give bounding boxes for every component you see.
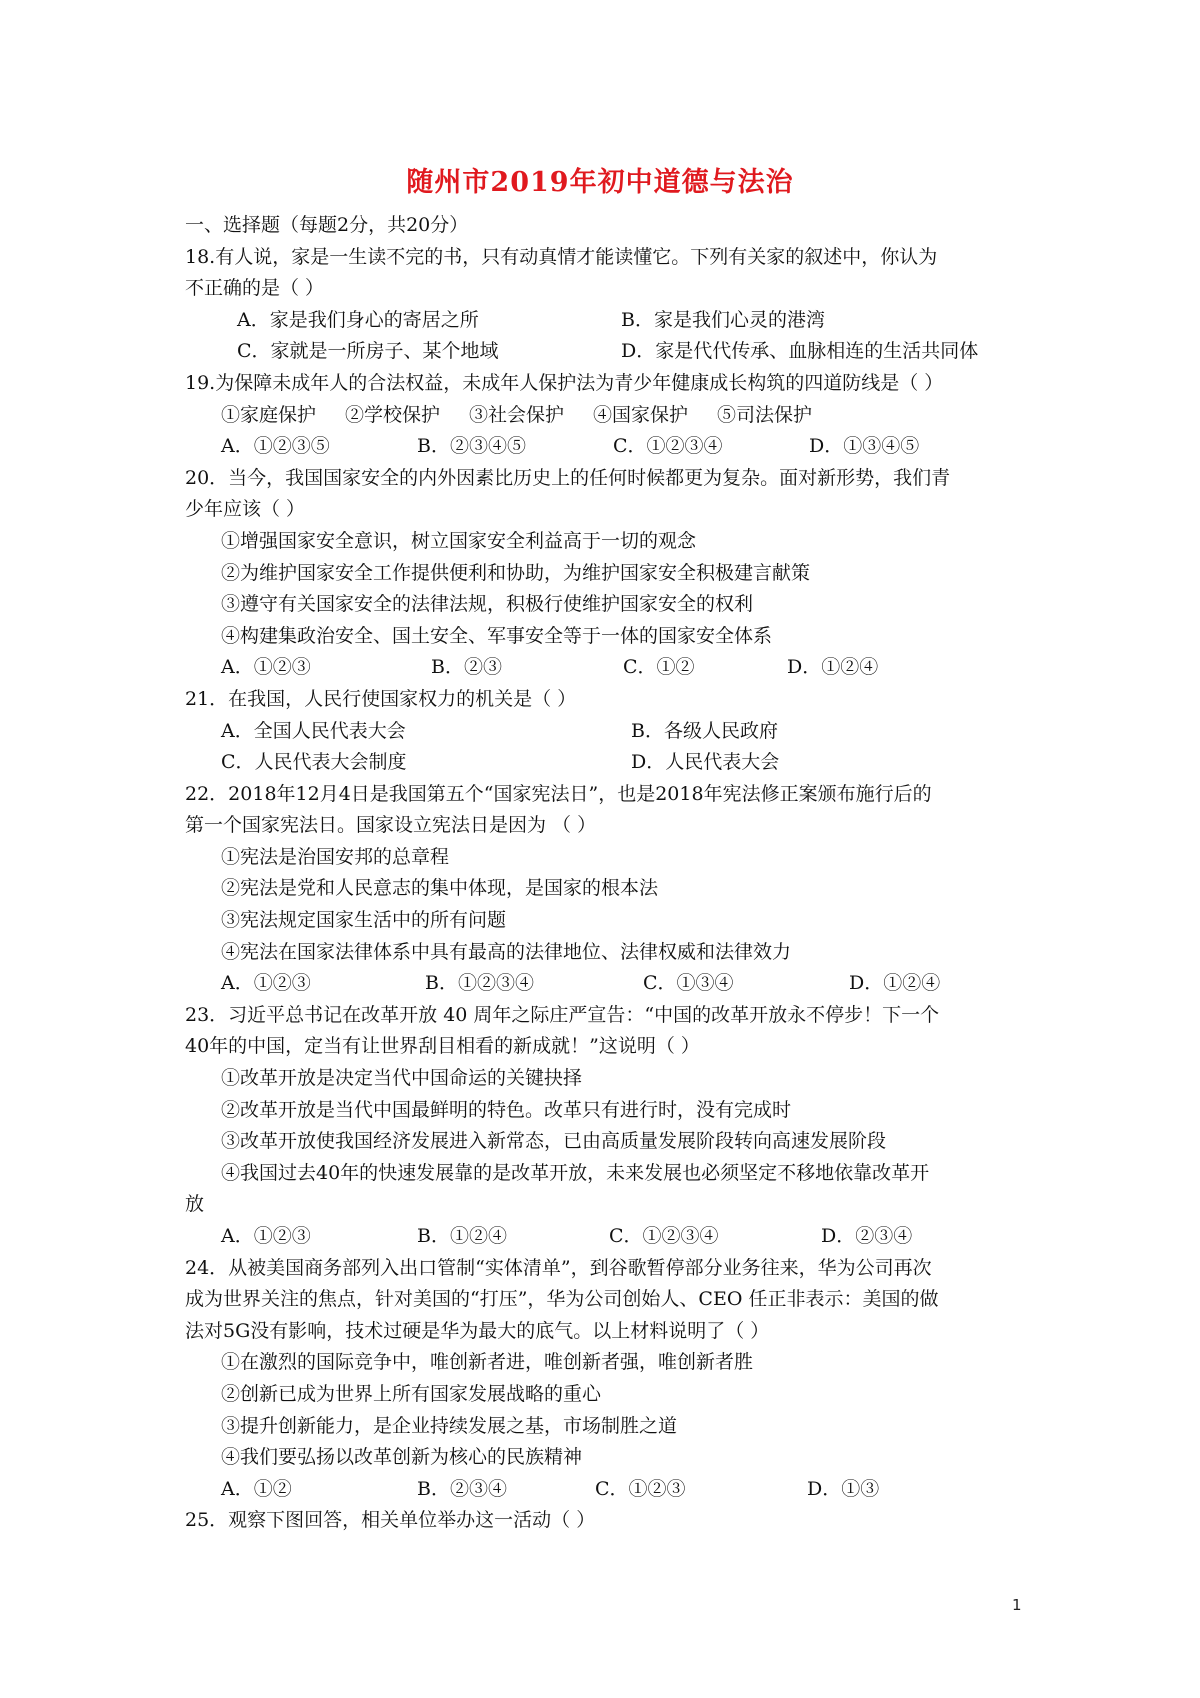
- q18-stem-line2: 不正确的是（ ）: [185, 277, 325, 300]
- q19-item-1: ①家庭保护: [221, 403, 317, 426]
- q21-option-a: A．全国人民代表大会: [221, 719, 406, 742]
- q22-item-3: ③宪法规定国家生活中的所有问题: [221, 909, 507, 932]
- q24-option-a: A．①②: [221, 1477, 292, 1500]
- q23-stem-line1: 23．习近平总书记在改革开放 40 周年之际庄严宣告：“中国的改革开放永不停步！下一个: [185, 1003, 940, 1026]
- q19-option-c: C．①②③④: [613, 435, 723, 458]
- q22-option-c: C．①③④: [643, 972, 734, 995]
- q21-options-ab: [185, 716, 1025, 748]
- q21-option-d: D．人民代表大会: [631, 751, 780, 774]
- q24-option-c: C．①②③: [595, 1477, 686, 1500]
- q22-option-d: D．①②④: [849, 972, 941, 995]
- q19-items: [185, 400, 1025, 432]
- q21-stem: 21．在我国，人民行使国家权力的机关是（ ）: [185, 687, 577, 710]
- q20-option-b: B．②③: [431, 656, 502, 679]
- q21-option-b: B．各级人民政府: [631, 719, 778, 742]
- q24-option-d: D．①③: [807, 1477, 880, 1500]
- q19-item-4: ④国家保护: [593, 403, 689, 426]
- q21-option-c: C．人民代表大会制度: [221, 751, 407, 774]
- q24-stem-line1: 24．从被美国商务部列入出口管制“实体清单”，到谷歌暂停部分业务往来，华为公司再次: [185, 1256, 932, 1279]
- q22-item-4: ④宪法在国家法律体系中具有最高的法律地位、法律权威和法律效力: [221, 940, 792, 963]
- q24-stem-line3: 法对5G没有影响，技术过硬是华为最大的底气。以上材料说明了（ ）: [185, 1319, 770, 1342]
- q20-item-2: ②为维护国家安全工作提供便利和协助，为维护国家安全积极建言献策: [221, 561, 811, 584]
- q22-stem-line1: 22．2018年12月4日是我国第五个“国家宪法日”，也是2018年宪法修正案颁布施行后的: [185, 782, 932, 805]
- q25-stem: 25．观察下图回答，相关单位举办这一活动（ ）: [185, 1509, 596, 1532]
- q22-stem-line2: 第一个国家宪法日。国家设立宪法日是因为 （ ）: [185, 814, 597, 837]
- section-heading: 一、选择题（每题2分，共20分）: [185, 214, 469, 236]
- q22-item-1: ①宪法是治国安邦的总章程: [221, 845, 450, 868]
- q18-stem-line1: 18.有人说，家是一生读不完的书，只有动真情才能读懂它。下列有关家的叙述中，你认为: [185, 245, 938, 268]
- q18-options-ab: [185, 305, 1025, 337]
- q23-option-c: C．①②③④: [609, 1225, 719, 1247]
- q23-stem-line2: 40年的中国，定当有让世界刮目相看的新成就！”这说明（ ）: [185, 1035, 700, 1058]
- q21-options-cd: [185, 747, 1025, 779]
- q19-item-2: ②学校保护: [345, 403, 441, 426]
- q23-item-1: ①改革开放是决定当代中国命运的关键抉择: [221, 1067, 583, 1090]
- q18-options-cd: [185, 336, 1025, 368]
- q23-options: [185, 1221, 1025, 1253]
- q22-item-2: ②宪法是党和人民意志的集中体现，是国家的根本法: [221, 877, 659, 900]
- q23-option-a: A．①②③: [221, 1225, 311, 1247]
- q23-item-4: ④我国过去40年的快速发展靠的是改革开放，未来发展也必须坚定不移地依靠改革开: [221, 1161, 930, 1184]
- q23-item-4-cont: 放: [185, 1193, 205, 1216]
- q22-option-b: B．①②③④: [425, 972, 534, 995]
- q18-option-a: A．家是我们身心的寄居之所: [237, 308, 479, 331]
- q24-option-b: B．②③④: [417, 1477, 507, 1500]
- q24-stem-line2: 成为世界关注的焦点，针对美国的“打压”，华为公司创始人、CEO 任正非表示：美国的做: [185, 1288, 939, 1311]
- q22-option-a: A．①②③: [221, 972, 311, 995]
- q20-item-1: ①增强国家安全意识，树立国家安全利益高于一切的观念: [221, 529, 697, 552]
- q23-item-2: ②改革开放是当代中国最鲜明的特色。改革只有进行时，没有完成时: [221, 1098, 792, 1121]
- q24-item-1: ①在激烈的国际竞争中，唯创新者进，唯创新者强，唯创新者胜: [221, 1351, 754, 1374]
- q20-option-a: A．①②③: [221, 656, 311, 679]
- q20-item-4: ④构建集政治安全、国土安全、军事安全等于一体的国家安全体系: [221, 624, 773, 647]
- q18-option-c: C．家就是一所房子、某个地域: [237, 340, 499, 363]
- q19-item-3: ③社会保护: [469, 403, 565, 426]
- q20-item-3: ③遵守有关国家安全的法律法规，积极行使维护国家安全的权利: [221, 593, 754, 616]
- q19-stem: 19.为保障未成年人的合法权益，未成年人保护法为青少年健康成长构筑的四道防线是（ ）: [185, 371, 944, 394]
- q23-option-b: B．①②④: [417, 1225, 507, 1247]
- q19-option-a: A．①②③⑤: [221, 435, 330, 458]
- q20-options: [185, 652, 1025, 684]
- q23-option-d: D．②③④: [821, 1225, 913, 1247]
- q20-stem-line1: 20．当今，我国国家安全的内外因素比历史上的任何时候都更为复杂。面对新形势，我们青: [185, 466, 951, 489]
- q22-options: [185, 968, 1025, 1000]
- q24-item-2: ②创新已成为世界上所有国家发展战略的重心: [221, 1382, 602, 1405]
- q19-item-5: ⑤司法保护: [717, 403, 813, 426]
- q20-option-c: C．①②: [623, 656, 695, 679]
- q19-option-d: D．①③④⑤: [809, 435, 920, 458]
- q19-options: [185, 431, 1025, 463]
- q18-option-d: D．家是代代传承、血脉相连的生活共同体: [621, 340, 979, 363]
- q24-options: [185, 1474, 1025, 1506]
- q24-item-3: ③提升创新能力，是企业持续发展之基，市场制胜之道: [221, 1414, 678, 1437]
- page-number: 1: [1012, 1596, 1022, 1614]
- q18-option-b: B．家是我们心灵的港湾: [621, 308, 825, 331]
- page-title: 随州市2019年初中道德与法治: [406, 167, 794, 198]
- q20-option-d: D．①②④: [787, 656, 879, 679]
- q19-option-b: B．②③④⑤: [417, 435, 526, 458]
- q23-item-3: ③改革开放使我国经济发展进入新常态，已由高质量发展阶段转向高速发展阶段: [221, 1130, 887, 1153]
- q20-stem-line2: 少年应该（ ）: [185, 498, 306, 521]
- q24-item-4: ④我们要弘扬以改革创新为核心的民族精神: [221, 1446, 583, 1469]
- exam-content: [185, 210, 1025, 1537]
